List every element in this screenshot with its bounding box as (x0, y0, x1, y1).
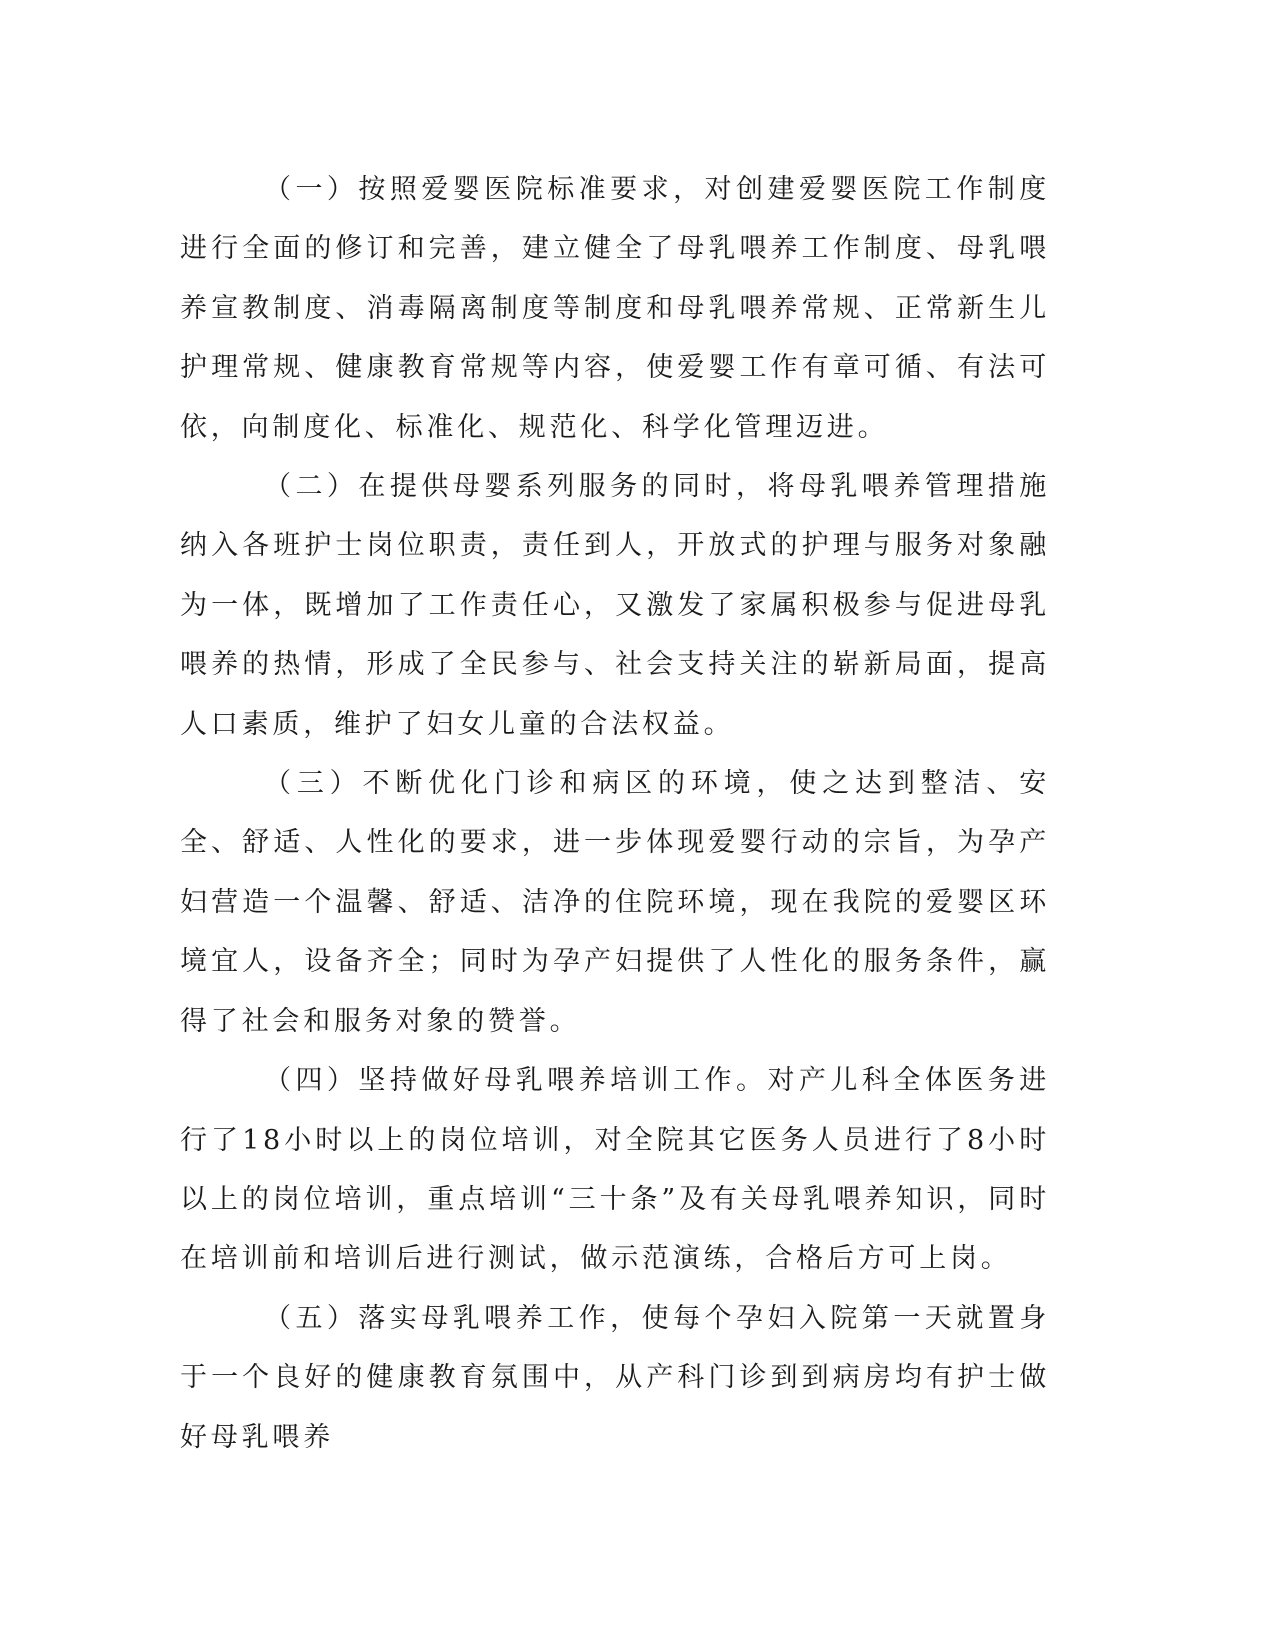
document-body (180, 160, 1050, 1467)
paragraph-2: （二）在提供母婴系列服务的同时，将母乳喂养管理措施纳入各班护士岗位职责，责任到人，开放式的护理与服务对象融为一体，既增加了工作责任心，又激发了家属积极参与促进母乳喂养的热情，形成了全民参与、社会支持关注的崭新局面，提高人口素质，维护了妇女儿童的合法权益。 (180, 471, 1050, 740)
paragraph-4: （四）坚持做好母乳喂养培训工作。对产儿科全体医务进行了18小时以上的岗位培训，对全院其它医务人员进行了8小时以上的岗位培训，重点培训“三十条”及有关母乳喂养知识，同时在培训前和培训后进行测试，做示范演练，合格后方可上岗。 (180, 1065, 1050, 1275)
paragraph-3: （三）不断优化门诊和病区的环境，使之达到整洁、安全、舒适、人性化的要求，进一步体现爱婴行动的宗旨，为孕产妇营造一个温馨、舒适、洁净的住院环境，现在我院的爱婴区环境宜人，设备齐全；同时为孕产妇提供了人性化的服务条件，赢得了社会和服务对象的赞誉。 (180, 768, 1050, 1037)
paragraph-1: （一）按照爱婴医院标准要求，对创建爱婴医院工作制度进行全面的修订和完善，建立健全了母乳喂养工作制度、母乳喂养宣教制度、消毒隔离制度等制度和母乳喂养常规、正常新生儿护理常规、健康教育常规等内容，使爱婴工作有章可循、有法可依，向制度化、标准化、规范化、科学化管理迈进。 (180, 174, 1050, 443)
paragraph-5: （五）落实母乳喂养工作，使每个孕妇入院第一天就置身于一个良好的健康教育氛围中，从产科门诊到到病房均有护士做好母乳喂养 (180, 1302, 1050, 1453)
